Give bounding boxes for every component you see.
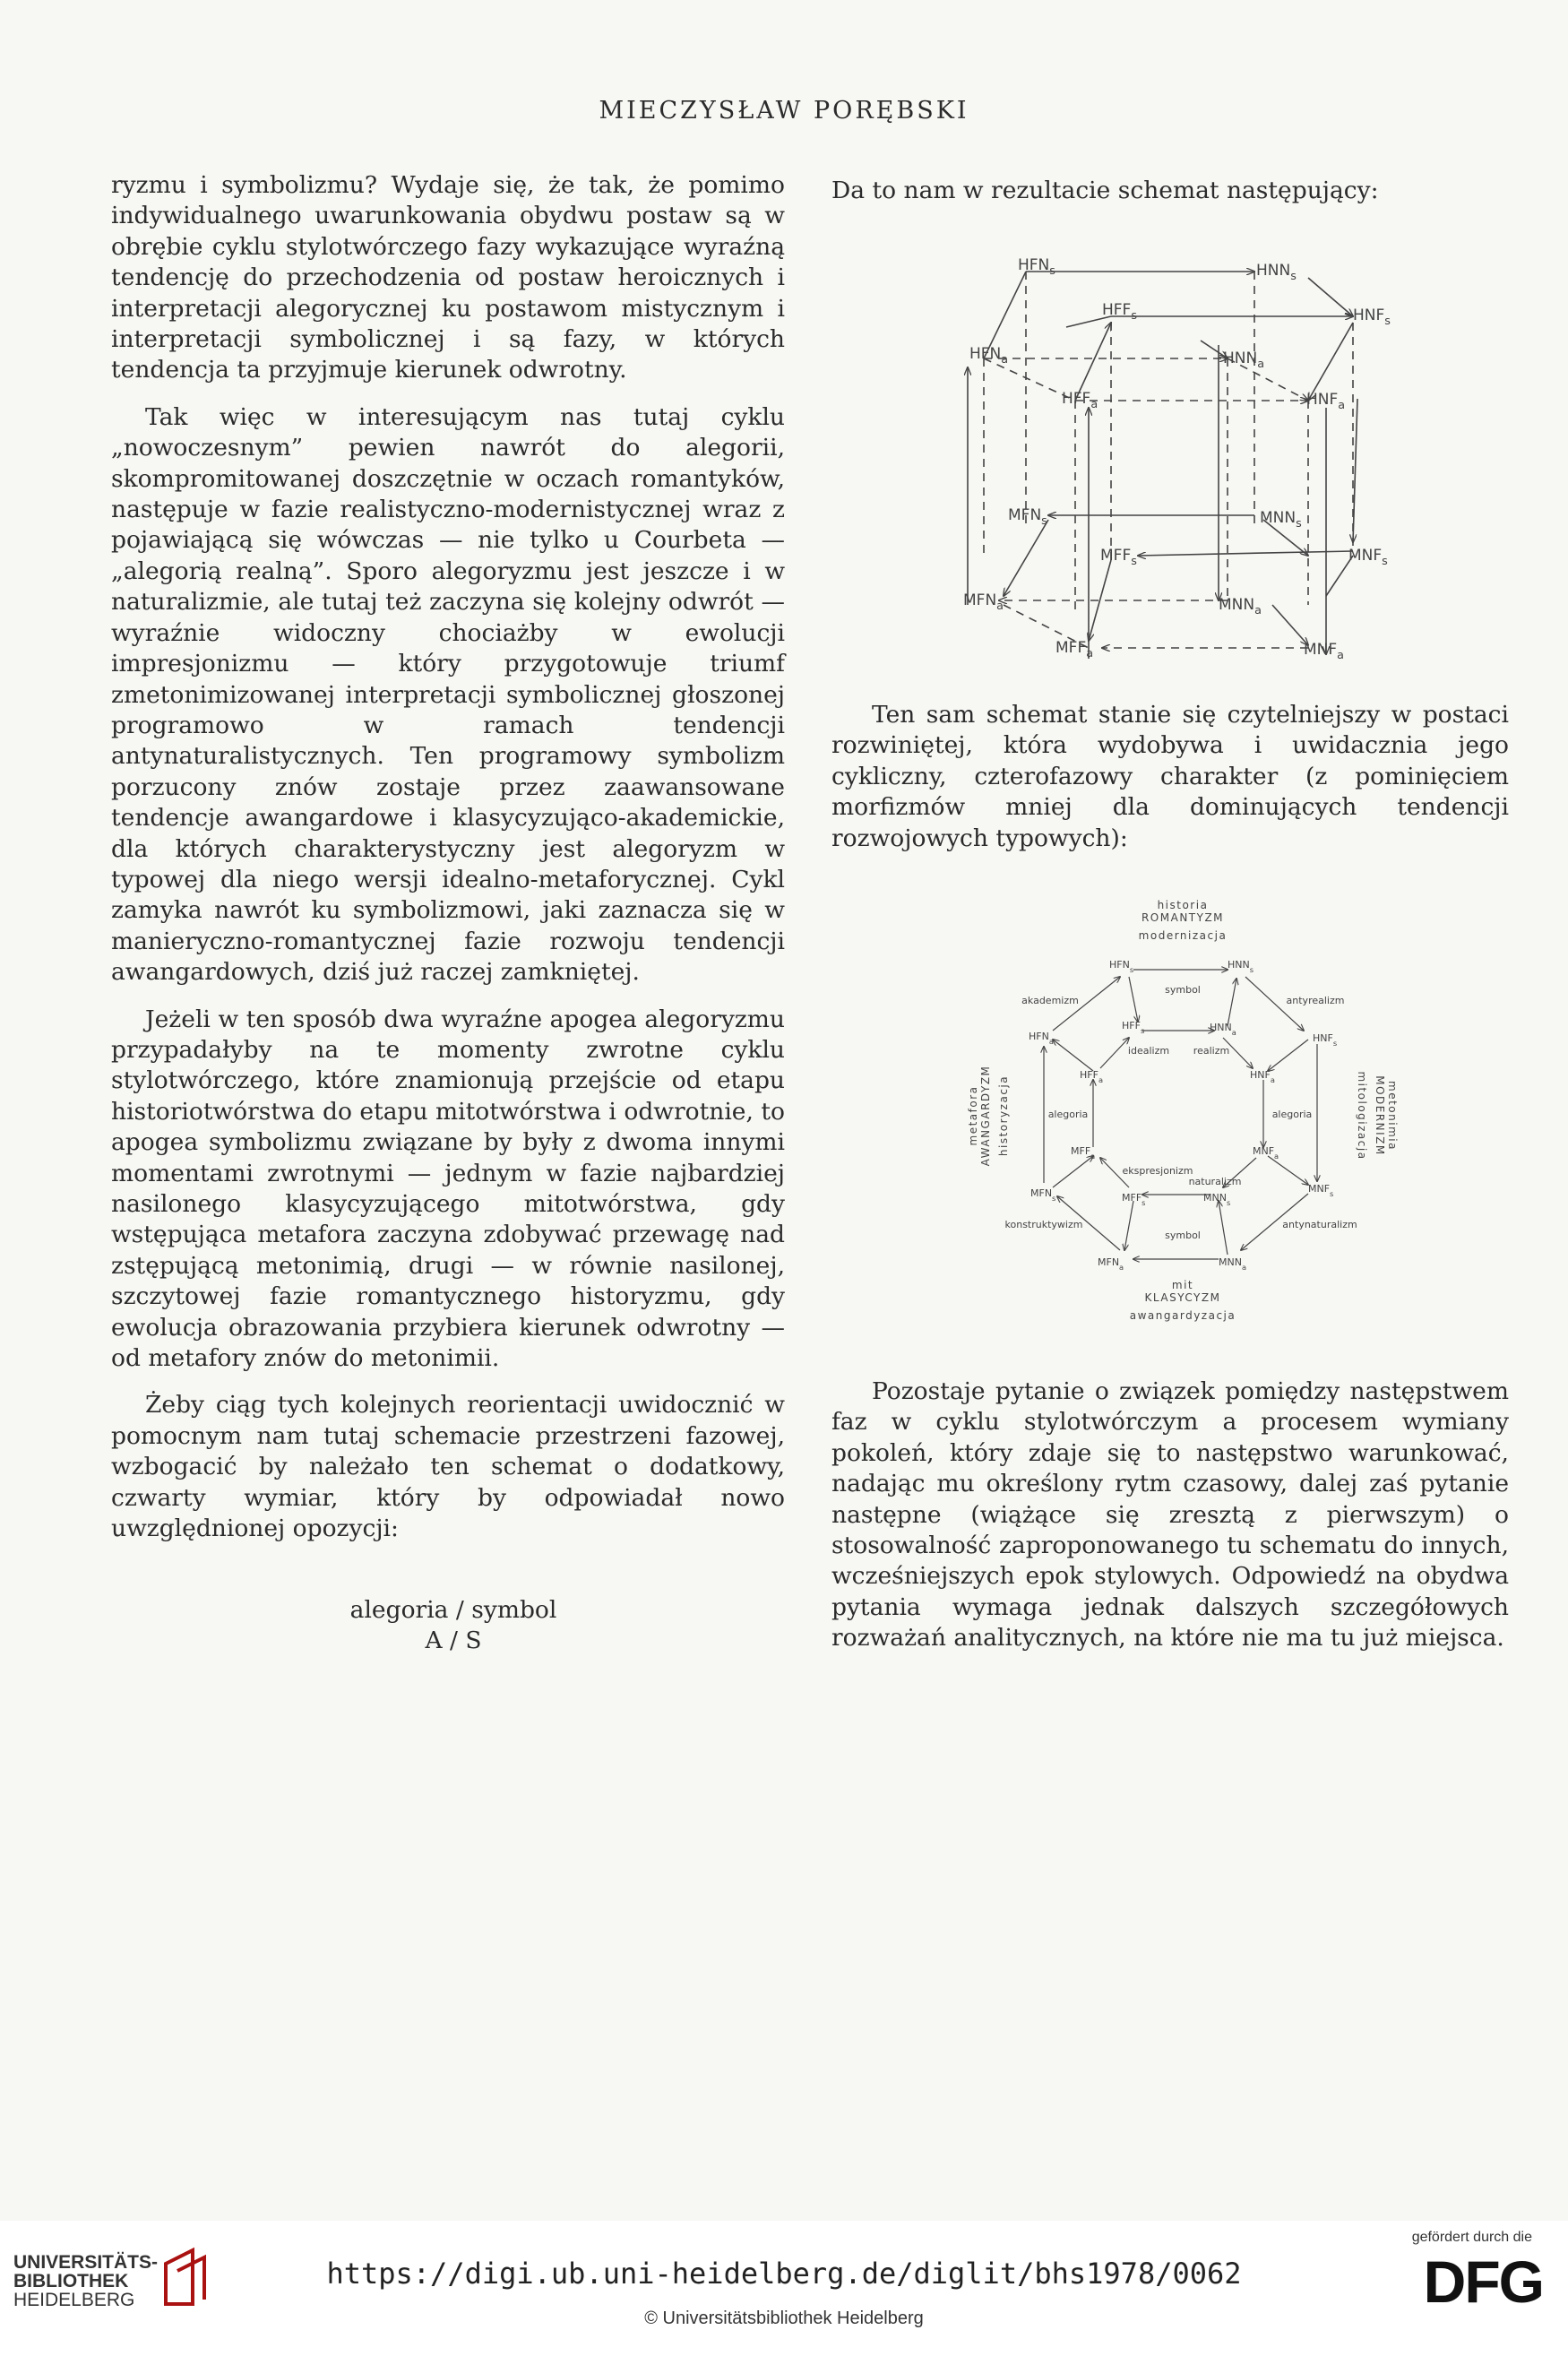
cube-node: $HNN_s$ bbox=[1256, 262, 1297, 283]
cube-node: $MNF_a$ bbox=[1304, 641, 1344, 662]
paragraph: Tak więc w interesującym nas tutaj cyklu „nowoczesnym” pewien nawrót do alegorii, skompromitowanej doszczętnie w oczach romantyków, następuje w fazie realistyczno-modernistycznej wraz z pojawiającą się wówczas — nie tylko u Courbeta — „alegorią realną”. Sporo alegoryzmu jest jeszcze i w naturalizmie, ale tutaj też zaczyna się kolejny odwrót — wyraźnie widoczny chociażby w ewolucji impresjonizmu — który przygotowuje triumf zmetonimizowanej interpretacji symbolicznej głoszonej programowo w ramach tendencji antynaturalistycznych. Ten programowy symbolizm porzucony znów zostaje przez zaawansowane tendencje awangardowe i klasycyzująco-akademickie, dla których charakterystyczny jest alegoryzm w typowej dla niego wersji idealno-metaforycznej. Cykl zamyka nawrót ku symbolizmowi, jaki zaznacza się w manieryczno-romantycznej fazie rozwoju tendencji awangardowych, dziś już raczej zamkniętej. bbox=[111, 402, 785, 987]
octagon-node: $MFF_a$ bbox=[1071, 1145, 1096, 1161]
octagon-node: $MFF_s$ bbox=[1122, 1192, 1146, 1207]
octagon-bottom-label: mit bbox=[1171, 1279, 1194, 1291]
octagon-label: ekspresjonizm bbox=[1122, 1165, 1193, 1177]
octagon-label: symbol bbox=[1165, 1230, 1201, 1241]
copyright: © Universitätsbibliothek Heidelberg bbox=[644, 2309, 924, 2328]
octagon-label: realizm bbox=[1193, 1045, 1230, 1057]
octagon-node: $HNN_s$ bbox=[1228, 959, 1254, 974]
octagon-node: $HNN_a$ bbox=[1210, 1022, 1236, 1037]
octagon-node: $MNF_s$ bbox=[1308, 1183, 1334, 1198]
cube-node: $MNN_a$ bbox=[1219, 596, 1262, 617]
octagon-right-label: metonimia bbox=[1386, 1081, 1399, 1151]
cube-node: $MFN_s$ bbox=[1008, 506, 1047, 528]
cube-node: $MNF_s$ bbox=[1348, 547, 1388, 568]
octagon-right-label: mitologizacja bbox=[1356, 1071, 1368, 1161]
octagon-node: $MFN_a$ bbox=[1098, 1256, 1124, 1272]
running-header: MIECZYSŁAW PORĘBSKI bbox=[599, 97, 969, 125]
octagon-node: $HFN_a$ bbox=[1029, 1031, 1054, 1046]
library-name-line: BIBLIOTHEK bbox=[13, 2271, 129, 2291]
octagon-node: $HNF_s$ bbox=[1313, 1032, 1338, 1048]
cube-node: $HFF_a$ bbox=[1062, 390, 1098, 411]
cube-node: $HNN_a$ bbox=[1223, 350, 1265, 371]
cube-node: $MNN_s$ bbox=[1260, 509, 1302, 531]
octagon-node: $MFN_s$ bbox=[1030, 1187, 1056, 1203]
formula bbox=[111, 1595, 796, 1657]
octagon-label: idealizm bbox=[1127, 1045, 1170, 1057]
octagon-label: symbol bbox=[1165, 984, 1201, 996]
permalink[interactable]: https://digi.ub.uni-heidelberg.de/diglit/bhs1978/0062 bbox=[326, 2257, 1242, 2291]
octagon-node: $HFF_a$ bbox=[1080, 1069, 1103, 1084]
left-column bbox=[111, 170, 785, 1560]
octagon-node: $HFN_s$ bbox=[1109, 959, 1134, 974]
right-final: Pozostaje pytanie o związek pomiędzy następstwem faz w cyklu stylotwórczym a procesem wymiany pokoleń, który zdaje się to następstwo warunkować, nadając mu określony rytm czasowy, dalej zaś pytanie następne (wiążące się zresztą z pierwszym) o stosowalność zaproponowanego tu schematu do innych, wcześniejszych epok stylowych. Odpowiedź na obydwa pytania wymaga jednak dalszych szczegółowych rozważań analitycznych, na które nie ma tu już miejsca. bbox=[831, 1377, 1509, 1653]
cube-node: $HFN_s$ bbox=[1018, 256, 1055, 278]
octagon-node: $HFF_s$ bbox=[1122, 1020, 1145, 1035]
formula-line: alegoria / symbol bbox=[349, 1596, 557, 1624]
octagon-node: $MNF_a$ bbox=[1253, 1145, 1279, 1161]
cube-node: $MFN_a$ bbox=[963, 591, 1004, 613]
octagon-bottom-label: awangardyzacja bbox=[1129, 1309, 1236, 1322]
cube-diagram bbox=[932, 246, 1434, 686]
octagon-label: alegoria bbox=[1047, 1109, 1089, 1120]
cube-node: $MFF_s$ bbox=[1100, 547, 1137, 568]
octagon-right-label: MODERNIZM bbox=[1374, 1075, 1386, 1156]
cube-node: $HFN_a$ bbox=[969, 345, 1009, 367]
library-name-line: UNIVERSITÄTS- bbox=[13, 2252, 159, 2273]
octagon-label: naturalizm bbox=[1188, 1176, 1242, 1187]
octagon-node: $HNF_a$ bbox=[1250, 1069, 1275, 1084]
octagon-label: antynaturalizm bbox=[1282, 1219, 1357, 1230]
cube-node: $HNF_a$ bbox=[1306, 391, 1346, 412]
funding-note: gefördert durch die bbox=[1411, 2230, 1532, 2245]
octagon-node: $MNN_a$ bbox=[1219, 1256, 1247, 1272]
formula-line: A / S bbox=[425, 1627, 482, 1655]
paragraph: Jeżeli w ten sposób dwa wyraźne apogea alegoryzmu przypadałyby na te momenty zwrotne cyklu stylotwórczego, które znamionują przejście od etapu historiotwórstwa do etapu mitotwórstwa i odwrotnie, to apogea symbolizmu związane by były z dwoma innymi momentami zwrotnymi — jednym w fazie najbardziej nasilonego klasycyzującego mitotwórstwa, gdy wstępująca metafora zaczyna zdobywać przewagę nad zstępującą metonimią, drugi — w równie nasilonej, szczytowej fazie romantycznego historyzmu, gdy ewolucja obrazowania przybiera kierunek odwrotny — od metafory znów do metonimii. bbox=[111, 1005, 785, 1373]
octagon-diagram bbox=[950, 896, 1416, 1344]
octagon-label: konstruktywizm bbox=[1004, 1219, 1083, 1230]
octagon-label: akademizm bbox=[1021, 995, 1079, 1006]
right-intro: Da to nam w rezultacie schemat następujący: bbox=[831, 177, 1379, 204]
octagon-left-label: metafora bbox=[967, 1085, 979, 1146]
cube-node: $MFF_a$ bbox=[1055, 639, 1094, 660]
cube-node: $HNF_s$ bbox=[1353, 306, 1391, 328]
octagon-label: alegoria bbox=[1271, 1109, 1313, 1120]
paragraph: Żeby ciąg tych kolejnych reorientacji uwidocznić w pomocnym nam tutaj schemacie przestrzeni fazowej, wzbogacić by należało ten schemat o dodatkowy, czwarty wymiar, który by odpowiadał nowo uwzględnionej opozycji: bbox=[111, 1391, 785, 1543]
paragraph: ryzmu i symbolizmu? Wydaje się, że tak, że pomimo indywidualnego uwarunkowania obydwu postaw są w obrębie cyklu stylotwórczego fazy wykazujące wyraźną tendencję do przechodzenia od postaw heroicznych i interpretacji alegorycznej ku postawom mistycznym i interpretacji symbolicznej i są fazy, w których tendencja ta przyjmuje kierunek odwrotny. bbox=[111, 171, 785, 384]
octagon-label: antyrealizm bbox=[1286, 995, 1345, 1006]
octagon-bottom-label: KLASYCYZM bbox=[1144, 1291, 1221, 1304]
octagon-left-label: AWANGARDYZM bbox=[979, 1065, 992, 1167]
octagon-top-label: historia bbox=[1157, 899, 1209, 911]
cube-node: $HFF_s$ bbox=[1102, 301, 1137, 323]
library-name-line: HEIDELBERG bbox=[13, 2290, 135, 2310]
footer bbox=[0, 2221, 1568, 2356]
dfg-logo: DFG bbox=[1423, 2248, 1543, 2315]
octagon-top-label: ROMANTYZM bbox=[1141, 911, 1225, 924]
octagon-left-label: historyzacja bbox=[997, 1074, 1010, 1157]
octagon-top-label: modernizacja bbox=[1138, 929, 1228, 942]
right-middle: Ten sam schemat stanie się czytelniejszy w postaci rozwiniętej, która wydobywa i uwidacznia jego cykliczny, czterofazowy charakter (z pominięciem morfizmów mniej dla dominujących tendencji rozwojowych typowych): bbox=[831, 701, 1509, 852]
octagon-node: $MNN_s$ bbox=[1203, 1192, 1231, 1207]
